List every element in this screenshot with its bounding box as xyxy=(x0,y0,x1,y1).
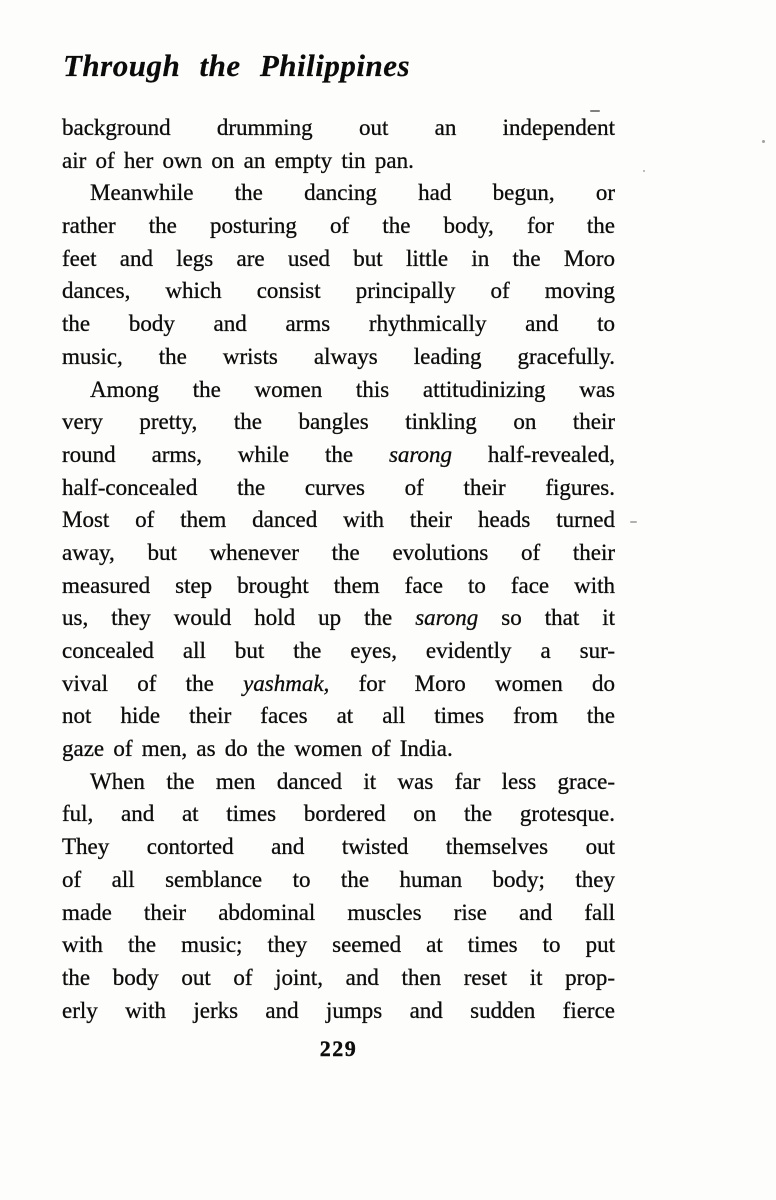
text-line: erly with jerks and jumps and sudden fierce xyxy=(62,997,615,1023)
text-line: ful, and at times bordered on the grotesque. xyxy=(62,801,615,827)
text-line: gaze of men, as do the women of India. xyxy=(62,736,453,762)
page-number: 229 xyxy=(319,1036,358,1061)
text-line: Meanwhile the dancing had begun, or xyxy=(90,180,615,206)
text-line: concealed all but the eyes, evidently a sur- xyxy=(62,638,615,663)
text-line: feet and legs are used but little in the Moro xyxy=(62,245,615,271)
text-line: Most of them danced with their heads turned xyxy=(62,507,615,533)
text-line: dances, which consist principally of moving xyxy=(62,278,615,304)
text-line: us, they would hold up the sarong so that it xyxy=(62,605,615,631)
text-line: vival of the yashmak, for Moro women do xyxy=(62,670,616,696)
text-line: half-concealed the curves of their figures. xyxy=(62,474,615,500)
paragraph xyxy=(62,374,615,766)
text-line: background drumming out an independent xyxy=(62,115,615,140)
text-line: with the music; they seemed at times to put xyxy=(62,932,615,958)
text-line: Among the women this attitudinizing was xyxy=(90,376,615,402)
text-line: the body and arms rhythmically and to xyxy=(62,311,615,337)
paragraph xyxy=(62,112,615,177)
body-text xyxy=(62,112,615,1027)
scan-artifact xyxy=(762,140,765,143)
paragraph xyxy=(62,177,615,373)
text-line: They contorted and twisted themselves out xyxy=(62,834,615,860)
text-line: measured step brought them face to face with xyxy=(62,572,615,598)
text-line: away, but whenever the evolutions of their xyxy=(62,539,615,565)
text-line: very pretty, the bangles tinkling on their xyxy=(62,409,615,435)
text-line: made their abdominal muscles rise and fall xyxy=(62,899,615,925)
text-line: not hide their faces at all times from the xyxy=(62,703,615,729)
text-line: music, the wrists always leading gracefully. xyxy=(62,343,615,369)
scan-artifact xyxy=(630,521,637,523)
text-line: When the men danced it was far less grace- xyxy=(90,768,615,794)
text-line: rather the posturing of the body, for the xyxy=(62,213,615,239)
text-line: air of her own on an empty tin pan. xyxy=(62,147,414,173)
text-line: of all semblance to the human body; they xyxy=(62,866,615,892)
paragraph xyxy=(62,766,615,1028)
scan-artifact xyxy=(643,170,645,172)
text-line: round arms, while the sarong half-revealed, xyxy=(62,441,615,467)
scan-artifact xyxy=(590,110,600,112)
text-line: the body out of joint, and then reset it prop- xyxy=(62,964,615,990)
running-header: Through the Philippines xyxy=(63,48,411,83)
